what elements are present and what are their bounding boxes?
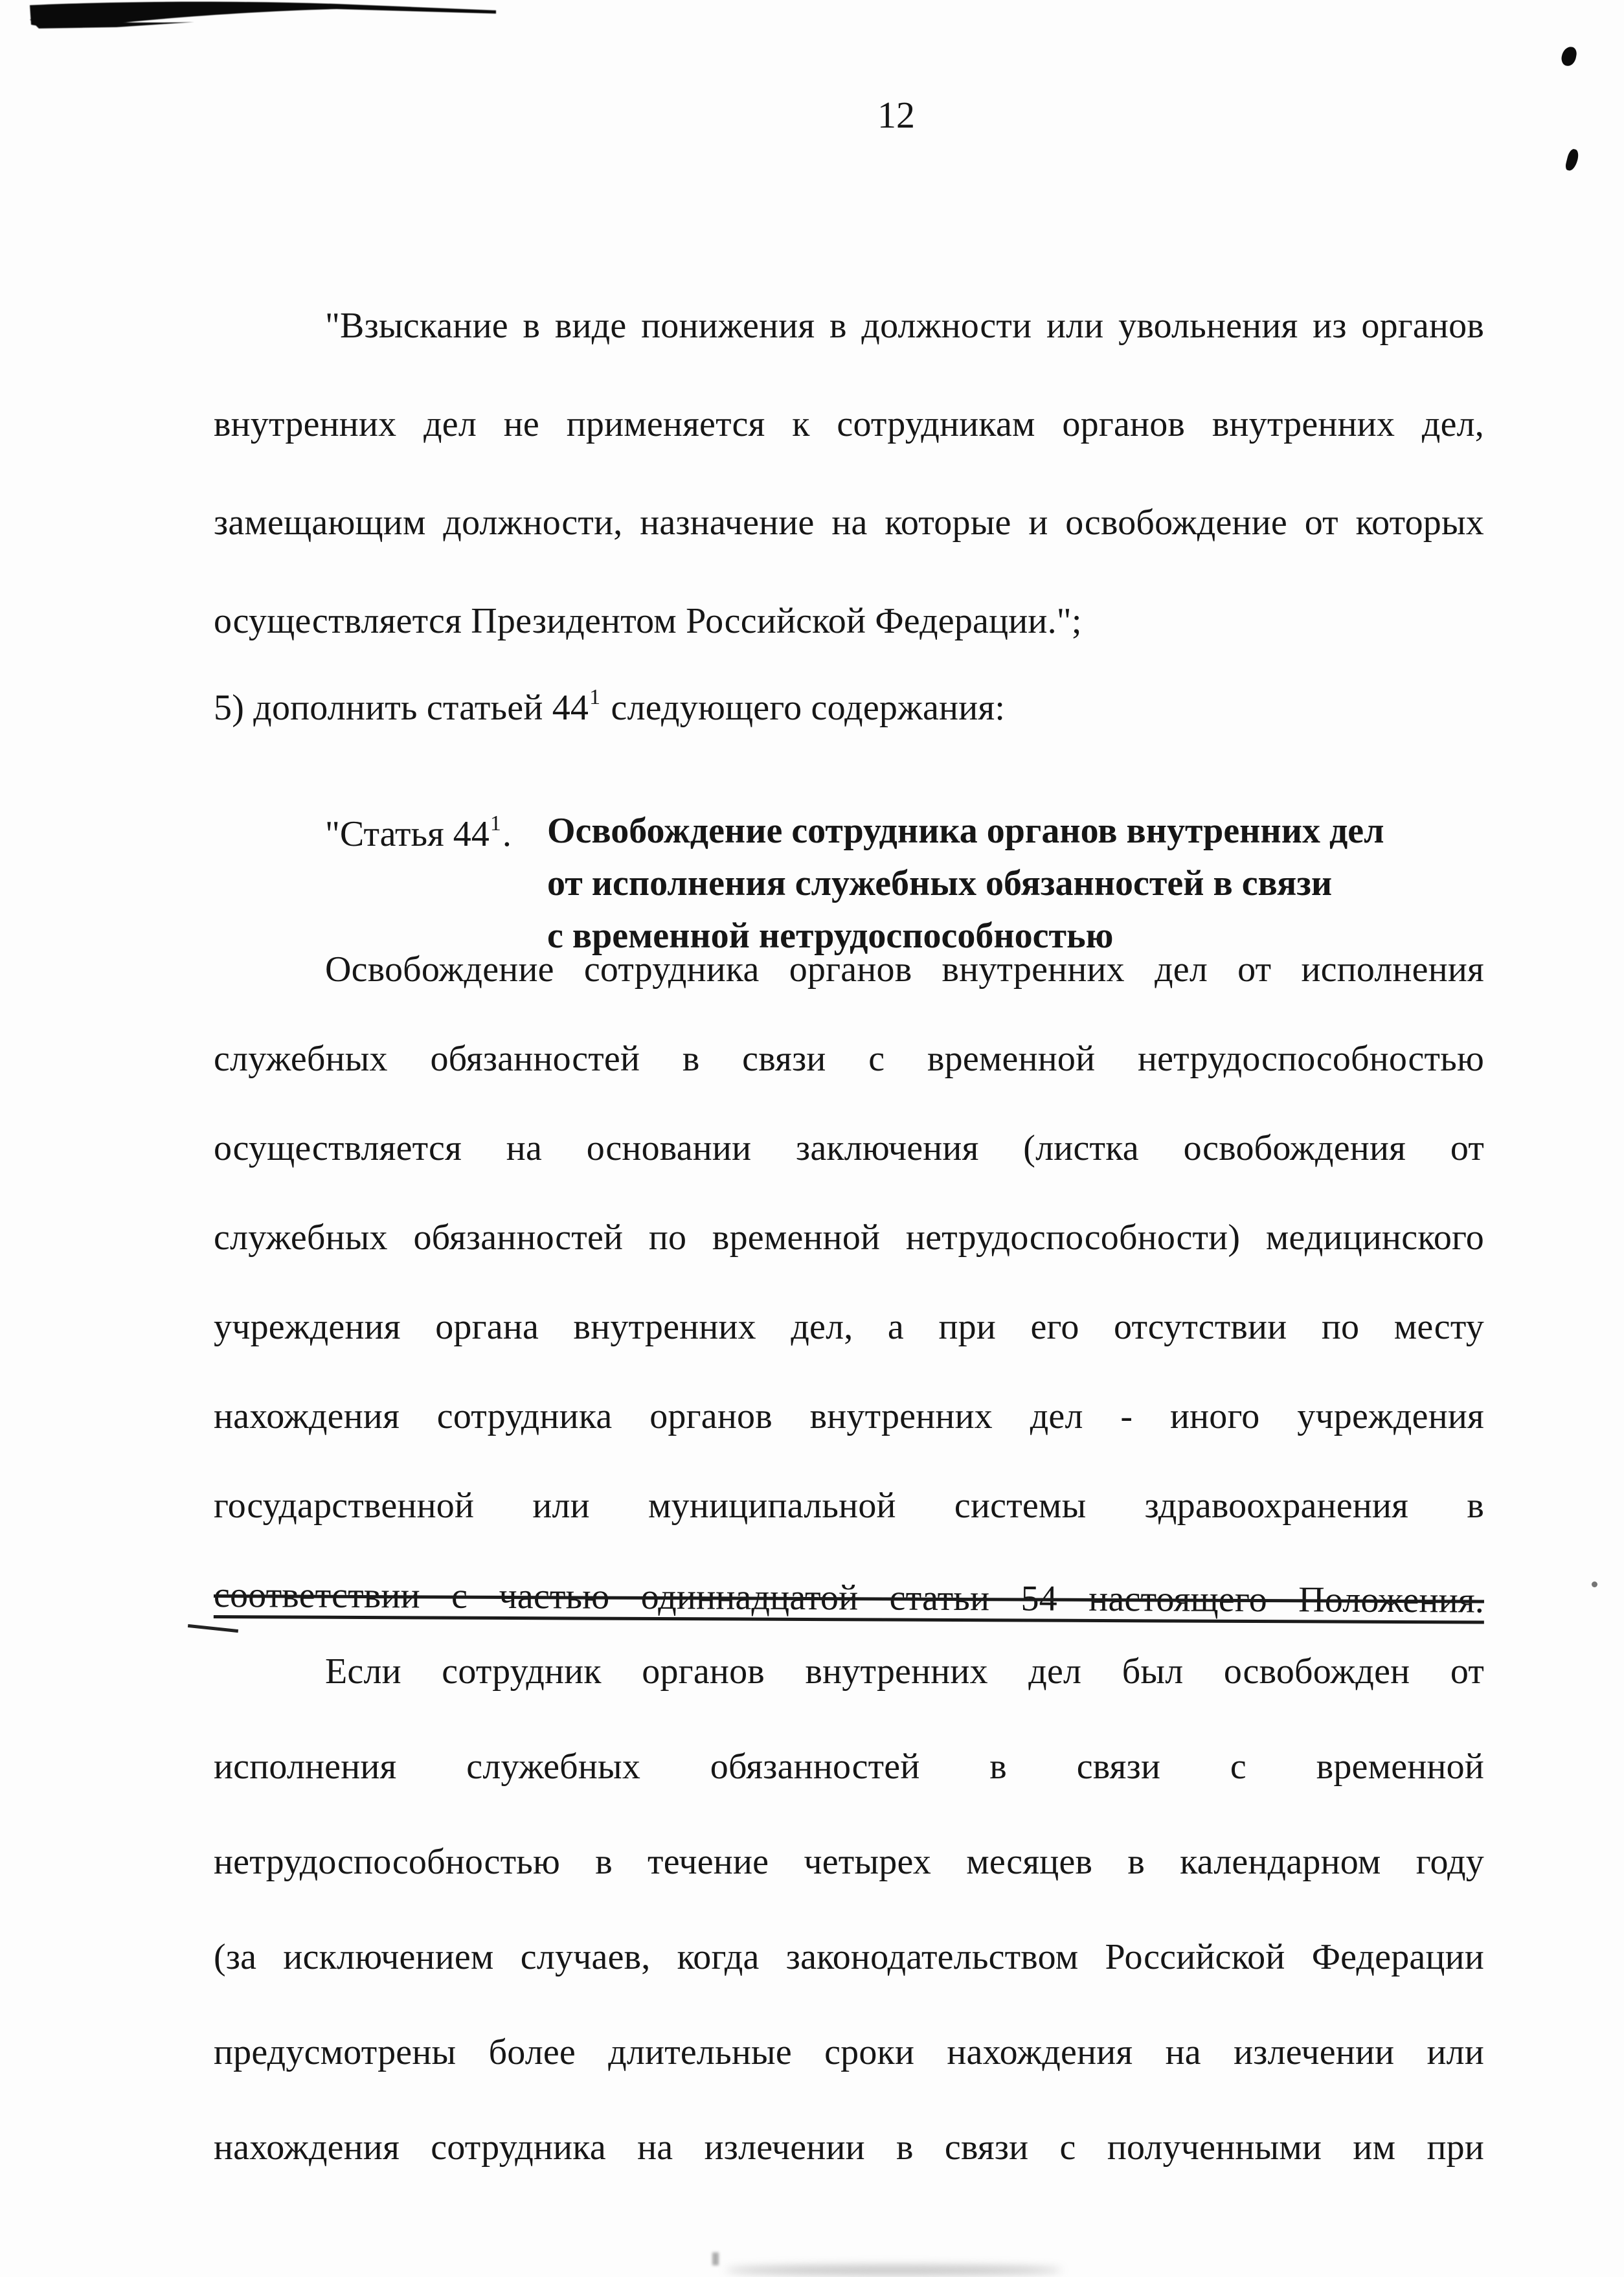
text-line: нахождения сотрудника на излечении в связи с полученными им при bbox=[214, 2127, 1484, 2168]
text-line: исполнения служебных обязанностей в связи с временной bbox=[214, 1747, 1484, 1787]
text-line: (за исключением случаев, когда законодательством Российской Федерации bbox=[214, 1937, 1484, 1977]
text-line: Если сотрудник органов внутренних дел был освобожден от bbox=[325, 1651, 1484, 1692]
page-number: 12 bbox=[877, 94, 915, 136]
ink-mark-artifact bbox=[1564, 148, 1580, 172]
quote-paragraph bbox=[214, 277, 1484, 670]
body-paragraph-2 bbox=[214, 1624, 1484, 2195]
ink-mark-artifact bbox=[1561, 45, 1578, 67]
scan-mark-artifact bbox=[712, 2252, 719, 2265]
scan-artifact-streak bbox=[0, 0, 531, 39]
struck-text-line: соответствии с частью одиннадцатой статьи 54 настоящего Положения. bbox=[213, 1575, 1485, 1621]
superscript: 1 bbox=[490, 811, 501, 835]
text-line: от исполнения служебных обязанностей в связи bbox=[547, 863, 1333, 903]
text-segment: . bbox=[502, 814, 512, 854]
text-line: нахождения сотрудника органов внутренних дел - иного учреждения bbox=[214, 1396, 1484, 1436]
text-line: Освобождение сотрудника органов внутренних дел bbox=[547, 811, 1384, 851]
text-segment: следующего содержания: bbox=[602, 688, 1006, 728]
superscript: 1 bbox=[589, 685, 601, 709]
text-segment: "Статья 44 bbox=[325, 814, 490, 854]
text-line: нетрудоспособностью в течение четырех месяцев в календарном году bbox=[214, 1842, 1484, 1882]
text-line: с временной нетрудоспособностью bbox=[547, 916, 1114, 956]
text-line: осуществляется на основании заключения (листка освобождения от bbox=[214, 1128, 1484, 1168]
scan-smudge-artifact bbox=[725, 2265, 1062, 2275]
amendment-item-5 bbox=[214, 659, 1484, 756]
text-line: внутренних дел не применяется к сотрудникам органов внутренних дел, bbox=[214, 404, 1484, 444]
text-segment: 5) дополнить статьей 44 bbox=[214, 688, 589, 728]
text-line: Освобождение сотрудника органов внутренних дел от исполнения bbox=[325, 949, 1484, 990]
text-line: "Взыскание в виде понижения в должности или увольнения из органов bbox=[325, 306, 1484, 346]
text-line: учреждения органа внутренних дел, а при его отсутствии по месту bbox=[214, 1307, 1484, 1347]
text-line: предусмотрены более длительные сроки нахождения на излечении или bbox=[214, 2032, 1484, 2072]
text-line: служебных обязанностей по временной нетрудоспособности) медицинского bbox=[214, 1218, 1484, 1258]
text-line: служебных обязанностей в связи с временной нетрудоспособностью bbox=[214, 1039, 1484, 1079]
text-line: замещающим должности, назначение на которые и освобождение от которых bbox=[214, 503, 1484, 543]
body-paragraph-1 bbox=[214, 925, 1484, 1640]
text-line: осуществляется Президентом Российской Федерации."; bbox=[214, 601, 1082, 641]
article-number-label bbox=[325, 808, 512, 865]
text-line: государственной или муниципальной системы здравоохранения в bbox=[214, 1486, 1484, 1526]
margin-dot-artifact bbox=[1592, 1581, 1597, 1587]
